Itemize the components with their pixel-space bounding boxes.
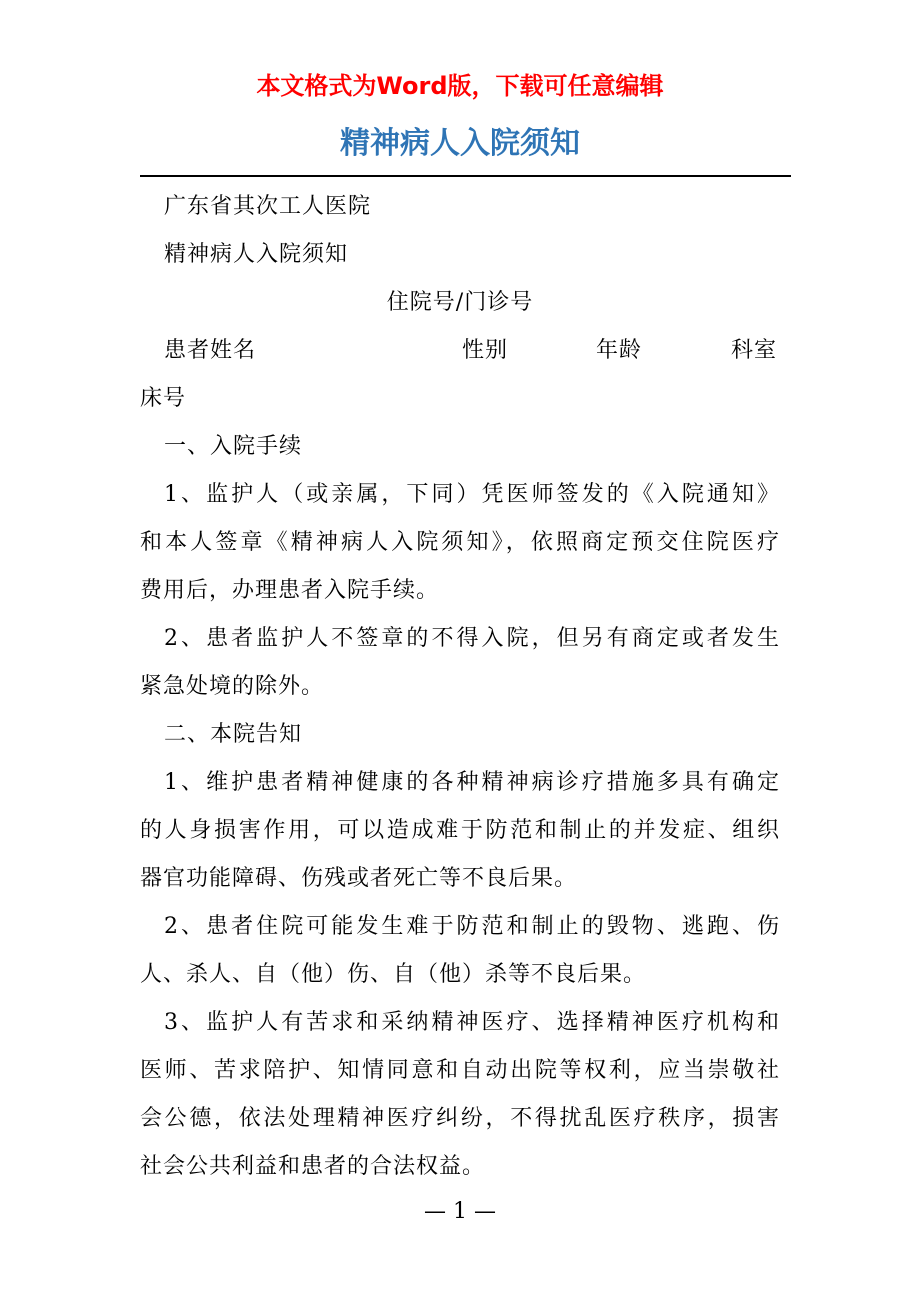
section-heading-admission: 一、入院手续 xyxy=(164,434,303,459)
paragraph-line: 紧急处境的除外。 xyxy=(140,674,325,699)
bed-number-label: 床号 xyxy=(140,386,187,411)
patient-name-label: 患者姓名 xyxy=(164,338,257,363)
paragraph-line: 1、监护人（或亲属，下同）凭医师签发的《入院通知》 xyxy=(164,482,780,507)
paragraph-line: 的人身损害作用，可以造成难于防范和制止的并发症、组织 xyxy=(140,818,780,843)
paragraph-line: 3、监护人有苦求和采纳精神医疗、选择精神医疗机构和 xyxy=(164,1010,780,1035)
document-body xyxy=(140,183,780,1191)
form-subtitle: 精神病人入院须知 xyxy=(164,242,349,267)
title-divider xyxy=(140,175,791,177)
age-label: 年龄 xyxy=(596,338,643,363)
paragraph-line: 2、患者住院可能发生难于防范和制止的毁物、逃跑、伤 xyxy=(164,914,780,939)
paragraph-line: 器官功能障碍、伤残或者死亡等不良后果。 xyxy=(140,866,578,891)
department-label: 科室 xyxy=(731,338,778,363)
format-banner: 本文格式为Word版，下载可任意编辑 xyxy=(256,72,664,100)
paragraph-line: 1、维护患者精神健康的各种精神病诊疗措施多具有确定 xyxy=(164,770,780,795)
paragraph-line: 2、患者监护人不签章的不得入院，但另有商定或者发生 xyxy=(164,626,780,651)
paragraph-line: 和本人签章《精神病人入院须知》，依照商定预交住院医疗 xyxy=(140,530,780,555)
section-heading-notice: 二、本院告知 xyxy=(164,722,303,747)
paragraph-line: 医师、苦求陪护、知情同意和自动出院等权利，应当崇敬社 xyxy=(140,1058,780,1083)
patient-info-row xyxy=(140,327,780,375)
paragraph-line: 费用后，办理患者入院手续。 xyxy=(140,578,440,603)
record-number-label: 住院号/门诊号 xyxy=(386,290,534,315)
paragraph-line: 社会公共利益和患者的合法权益。 xyxy=(140,1154,486,1179)
gender-label: 性别 xyxy=(462,338,509,363)
paragraph-line: 会公德，依法处理精神医疗纠纷，不得扰乱医疗秩序，损害 xyxy=(140,1106,780,1131)
paragraph-line: 人、杀人、自（他）伤、自（他）杀等不良后果。 xyxy=(140,962,647,987)
document-title: 精神病人入院须知 xyxy=(340,126,580,161)
page-number: — 1 — xyxy=(424,1199,496,1224)
hospital-name: 广东省其次工人医院 xyxy=(164,194,372,219)
